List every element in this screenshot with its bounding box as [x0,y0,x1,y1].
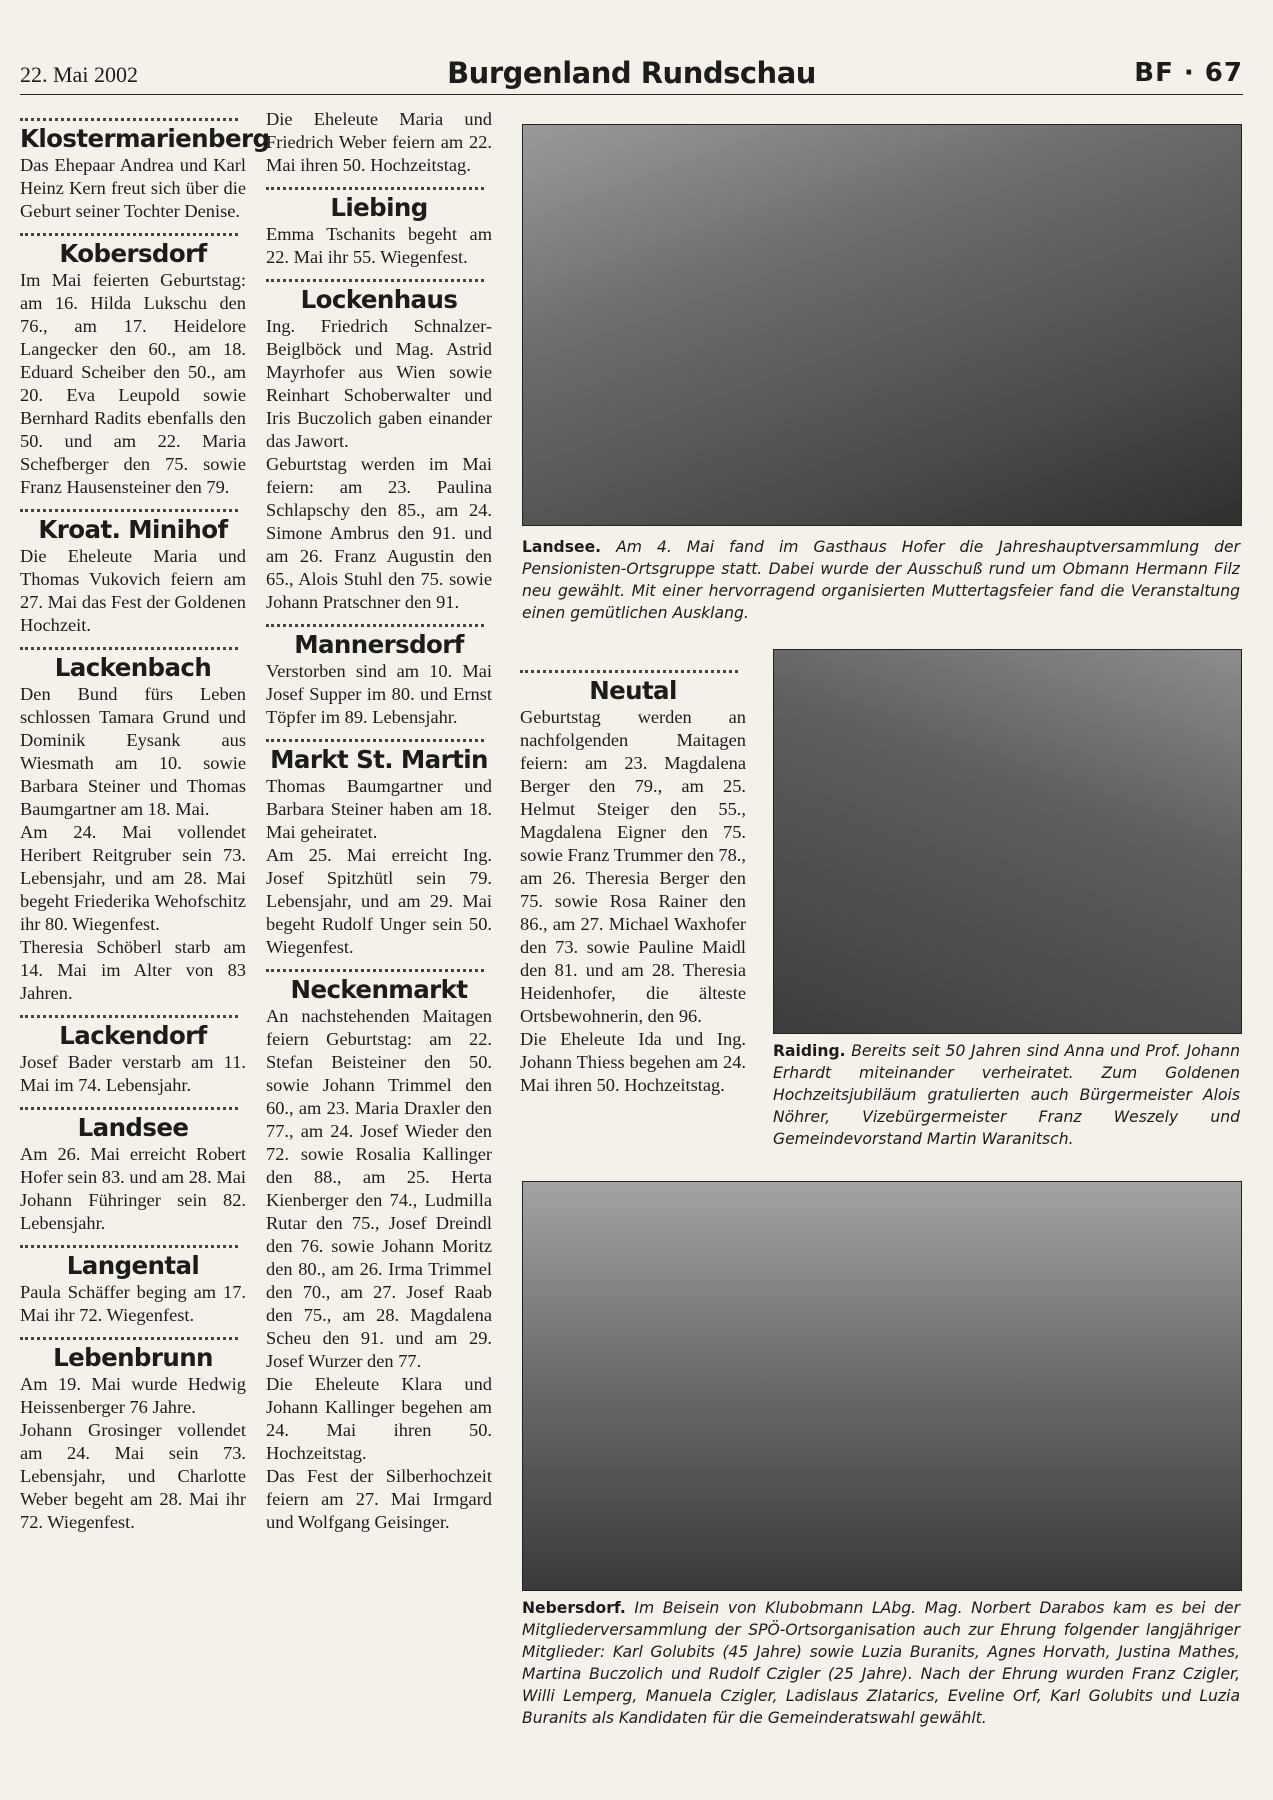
notice-section [20,509,246,637]
section-paragraph: An nachstehenden Maitagen feiern Geburtstag: am 22. Stefan Beisteiner den 50. sowie Johann Trimmel den 60., am 23. Maria Draxler den 77., am 24. Josef Wieder den 72. sowie Rosalia Kallinger den 88., am 25. Herta Kienberger den 74., Ludmilla Rutar den 75., Josef Dreindl den 76. sowie Johann Moritz den 80., am 26. Irma Trimmel den 70., am 27. Josef Raab den 75., am 28. Magdalena Scheu den 91. und am 29. Josef Wurzer den 77. [266,1006,492,1371]
notice-section [20,1245,246,1327]
section-body [20,154,246,223]
section-body [20,269,246,499]
section-divider [20,1107,238,1110]
caption-text: Im Beisein von Klubobmann LAbg. Mag. Norbert Darabos kam es bei der Mitgliederversammlung der SPÖ-Ortsorganisation auch zur Ehrung folgender langjähriger Mitglieder: Karl Golubits (45 Jahre) sowie Luzia Buranits, Agnes Horvath, Justina Mathes, Martina Buczolich und Rudolf Czigler (25 Jahre). Nach der Ehrung wurden Franz Czigler, Willi Lemperg, Manuela Czigler, Ladislaus Zlatarics, Eveline Orf, Karl Golubits und Luzia Buranits als Kandidaten für die Gemeinderatswahl gewählt. [522,1599,1240,1727]
caption-place: Raiding. [773,1042,846,1060]
notice-section [20,1337,246,1534]
section-body [266,223,492,269]
notice-section [266,969,492,1534]
section-paragraph: Die Eheleute Maria und Friedrich Weber feiern am 22. Mai ihren 50. Hochzeitstag. [266,109,492,175]
section-divider [20,233,238,236]
section-divider [266,969,484,972]
section-body [266,660,492,729]
section-paragraph: Am 26. Mai erreicht Robert Hofer sein 83. und am 28. Mai Johann Führinger sein 82. Lebensjahr. [20,1144,246,1233]
notice-section [266,108,492,177]
notice-section [266,739,492,959]
column-1 [20,108,270,1534]
section-divider [266,187,484,190]
section-title: Lackendorf [59,1021,207,1050]
section-body [266,108,492,177]
notice-section [520,670,746,1097]
notice-section [20,647,246,1005]
section-title: Mannersdorf [294,630,464,659]
section-title: Klostermarienberg [20,124,270,153]
section-paragraph: Paula Schäffer beging am 17. Mai ihr 72. Wiegenfest. [20,1282,246,1325]
section-title: Langental [66,1251,200,1280]
notice-section [266,187,492,269]
newspaper-title: Burgenland Rundschau [447,56,816,90]
caption-landsee [522,536,1240,624]
notice-section [20,118,270,223]
section-paragraph: Thomas Baumgartner und Barbara Steiner haben am 18. Mai geheiratet. [266,776,492,842]
section-paragraph: Das Fest der Silberhochzeit feiern am 27. Mai Irmgard und Wolfgang Geisinger. [266,1466,492,1532]
section-title: Lebenbrunn [53,1343,213,1372]
section-title: Neutal [589,676,677,705]
section-divider [20,1245,238,1248]
section-title: Neckenmarkt [290,975,468,1004]
section-paragraph: Am 24. Mai vollendet Heribert Reitgruber sein 73. Lebensjahr, und am 28. Mai begeht Friederika Wehofschitz ihr 80. Wiegenfest. [20,822,246,934]
caption-text: Bereits seit 50 Jahren sind Anna und Prof. Johann Erhardt miteinander verheiratet. Zum Goldenen Hochzeitsjubiläum gratulierten auch Bürgermeister Alois Nöhrer, Vizebürgermeister Franz Weszely und Gemeindevorstand Martin Waranitsch. [773,1042,1240,1148]
section-divider [266,624,484,627]
page-number: BF · 67 [1134,58,1243,88]
notice-section [20,233,246,499]
section-title: Markt St. Martin [270,745,488,774]
issue-date: 22. Mai 2002 [20,62,138,87]
section-body [520,706,746,1097]
caption-place: Landsee. [522,538,602,556]
section-body [20,1373,246,1534]
caption-place: Nebersdorf. [522,1599,626,1617]
section-divider [266,279,484,282]
section-paragraph: Geburtstag werden im Mai feiern: am 23. Paulina Schlapschy den 85., am 24. Simone Ambrus den 91. und am 26. Franz Augustin den 65., Alois Stuhl den 75. sowie Johann Pratschner den 91. [266,454,492,612]
section-divider [20,1337,238,1340]
section-paragraph: Theresia Schöberl starb am 14. Mai im Alter von 83 Jahren. [20,937,246,1003]
caption-nebersdorf [522,1597,1240,1729]
section-body [20,1143,246,1235]
section-divider [20,1015,238,1018]
caption-text: Am 4. Mai fand im Gasthaus Hofer die Jahreshauptversammlung der Pensionisten-Ortsgruppe statt. Dabei wurde der Ausschuß rund um Obmann Hermann Filz neu gewählt. Mit einer hervorragend organisierten Muttertagsfeier fand die Veranstaltung einen gemütlichen Ausklang. [522,538,1240,622]
section-paragraph: Die Eheleute Klara und Johann Kallinger begehen am 24. Mai ihren 50. Hochzeitstag. [266,1374,492,1463]
section-paragraph: Verstorben sind am 10. Mai Josef Supper im 80. und Ernst Töpfer im 89. Lebensjahr. [266,661,492,727]
section-body [20,545,246,637]
section-paragraph: Die Eheleute Ida und Ing. Johann Thiess begehen am 24. Mai ihren 50. Hochzeitstag. [520,1029,746,1095]
section-paragraph: Geburtstag werden an nachfolgenden Maitagen feiern: am 23. Magdalena Berger den 79., am 25. Helmut Steiger den 55., Magdalena Eigner den 75. sowie Franz Trummer den 78., am 26. Theresia Berger den 75. sowie Rosa Rainer den 86., am 27. Michael Waxhofer den 73. sowie Pauline Maidl den 81. und am 28. Theresia Heidenhofer, die älteste Ortsbewohnerin, den 96. [520,707,746,1026]
section-paragraph: Im Mai feierten Geburtstag: am 16. Hilda Lukschu den 76., am 17. Heidelore Langecker den 60., am 18. Eduard Scheiber den 50., am 20. Eva Leupold sowie Bernhard Radits ebenfalls den 50. und am 22. Maria Schefberger den 75. sowie Franz Hausensteiner den 79. [20,270,246,497]
section-title: Kobersdorf [59,239,207,268]
section-divider [266,739,484,742]
photo-raiding-couple [773,649,1242,1034]
notice-section [20,1015,246,1097]
section-paragraph: Emma Tschanits begeht am 22. Mai ihr 55. Wiegenfest. [266,224,492,267]
section-paragraph: Die Eheleute Maria und Thomas Vukovich feiern am 27. Mai das Fest der Goldenen Hochzeit. [20,546,246,635]
section-title: Liebing [330,193,428,222]
section-divider [20,647,238,650]
page-header [20,56,1243,95]
section-body [266,1005,492,1534]
section-title: Lockenhaus [300,285,458,314]
section-paragraph: Ing. Friedrich Schnalzer-Beiglböck und Mag. Astrid Mayrhofer aus Wien sowie Reinhart Schoberwalter und Iris Buczolich gaben einander das Jawort. [266,316,492,451]
section-title: Kroat. Minihof [38,515,228,544]
section-paragraph: Josef Bader verstarb am 11. Mai im 74. Lebensjahr. [20,1052,246,1095]
column-3 [520,660,746,1097]
section-paragraph: Am 19. Mai wurde Hedwig Heissenberger 76 Jahre. [20,1374,246,1417]
section-title: Landsee [77,1113,189,1142]
section-body [266,315,492,614]
section-paragraph: Das Ehepaar Andrea und Karl Heinz Kern freut sich über die Geburt seiner Tochter Denise. [20,155,246,221]
column-2 [266,108,492,1534]
section-body [266,775,492,959]
notice-section [266,279,492,614]
section-divider [520,670,738,673]
caption-raiding [773,1040,1240,1150]
section-title: Lackenbach [54,653,212,682]
section-body [20,683,246,1005]
notice-section [266,624,492,729]
section-paragraph: Am 25. Mai erreicht Ing. Josef Spitzhütl sein 79. Lebensjahr, und am 29. Mai begeht Rudolf Unger sein 50. Wiegenfest. [266,845,492,957]
photo-landsee-group [522,124,1242,526]
section-paragraph: Den Bund fürs Leben schlossen Tamara Grund und Dominik Eysank aus Wiesmath am 10. sowie Barbara Steiner und Thomas Baumgartner am 18. Mai. [20,684,246,819]
section-divider [20,118,238,121]
notice-section [20,1107,246,1235]
section-paragraph: Johann Grosinger vollendet am 24. Mai sein 73. Lebensjahr, und Charlotte Weber begeht am 28. Mai ihr 72. Wiegenfest. [20,1420,246,1532]
section-body [20,1051,246,1097]
photo-nebersdorf-honorees [522,1181,1242,1591]
section-divider [20,509,238,512]
section-body [20,1281,246,1327]
